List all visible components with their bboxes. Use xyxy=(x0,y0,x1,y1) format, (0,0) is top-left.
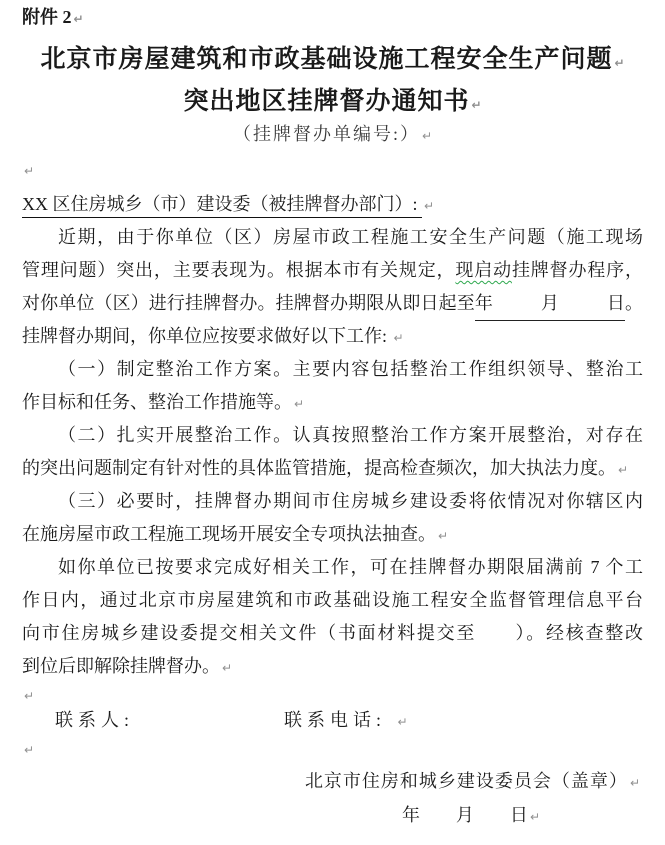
signature-text: 北京市住房和城乡建设委员会（盖章） xyxy=(304,771,628,791)
paragraph2-line2 xyxy=(22,386,643,419)
empty-paragraph xyxy=(22,158,34,184)
paragraph1-line4 xyxy=(22,320,643,353)
paragraph4-line2 xyxy=(22,518,643,551)
paragraph2-line1: （一）制定整治工作方案。主要内容包括整治工作组织领导、整治工 xyxy=(58,359,643,379)
paragraph1-line3-pre: 对你单位（区）进行挂牌督办。挂牌督办期限从即日起至 xyxy=(22,293,475,313)
paragraph5-line1: 如你单位已按要求完成好相关工作，可在挂牌督办期限届满前 7 个工 xyxy=(58,557,643,577)
issuing-authority-signature xyxy=(0,766,640,798)
paragraph-mark-icon: ↵ xyxy=(73,12,84,26)
document-title-line1 xyxy=(0,40,665,83)
paragraph-mark-icon: ↵ xyxy=(24,164,35,178)
recipient-underlined-text: XX 区住房城乡（市）建设委（被挂牌督办部门）: xyxy=(22,194,422,218)
paragraph5-line4 xyxy=(22,650,643,683)
paragraph1-line3 xyxy=(22,287,643,320)
paragraph-mark-icon: ↵ xyxy=(421,129,433,143)
paragraph-mark-icon: ↵ xyxy=(397,715,408,729)
docket-number-subtitle xyxy=(0,120,665,150)
paragraph-mark-icon: ↵ xyxy=(471,98,482,112)
paragraph5-line2: 作日内，通过北京市房屋建筑和市政基础设施工程安全监督管理信息平台 xyxy=(22,590,643,610)
grammar-flagged-text: 现启动 xyxy=(455,260,512,280)
title-line1-text: 北京市房屋建筑和市政基础设施工程安全生产问题 xyxy=(40,46,613,73)
body-text xyxy=(22,221,643,683)
contacts-line xyxy=(55,705,408,737)
paragraph1-line2-post: 挂牌督办程序， xyxy=(511,260,643,280)
paragraph1-line2-pre: 管理问题）突出，主要表现为。根据本市有关规定， xyxy=(22,260,456,280)
empty-paragraph xyxy=(22,738,34,762)
paragraph-mark-icon: ↵ xyxy=(614,56,625,70)
paragraph-mark-icon: ↵ xyxy=(222,661,233,675)
signature-date-line xyxy=(0,800,540,832)
paragraph-mark-icon: ↵ xyxy=(618,463,629,477)
paragraph-mark-icon: ↵ xyxy=(629,776,640,790)
paragraph5-line4-text: 到位后即解除挂牌督办。 xyxy=(22,656,220,676)
paragraph-mark-icon: ↵ xyxy=(393,331,404,345)
paragraph1-line4-text: 挂牌督办期间，你单位应按要求做好以下工作: xyxy=(22,326,392,346)
recipient-line xyxy=(22,190,434,220)
paragraph1-line1: 近期，由于你单位（区）房屋市政工程施工安全生产问题（施工现场 xyxy=(58,227,643,247)
deadline-date-blank-field: 年 月 日 xyxy=(475,287,625,321)
attachment-label xyxy=(22,4,84,32)
title-line2-text: 突出地区挂牌督办通知书 xyxy=(183,88,470,115)
paragraph3-line2 xyxy=(22,452,643,485)
paragraph3-line2-text: 的突出问题制定有针对性的具体监管措施，提高检查频次，加大执法力度。 xyxy=(22,458,616,478)
paragraph4-line1: （三）必要时，挂牌督办期间市住房城乡建设委将依情况对你辖区内 xyxy=(58,491,643,511)
paragraph1-line2 xyxy=(22,254,643,287)
paragraph-mark-icon: ↵ xyxy=(24,689,35,703)
paragraph3-line1: （二）扎实开展整治工作。认真按照整治工作方案开展整治，对存在 xyxy=(58,425,643,445)
contact-phone-label: 联系电话: xyxy=(284,710,396,730)
paragraph-mark-icon: ↵ xyxy=(424,199,435,213)
attachment-label-text: 附件 2 xyxy=(22,7,72,27)
paragraph1-line3-post: 。 xyxy=(624,293,644,313)
paragraph4-line2-text: 在施房屋市政工程施工现场开展安全专项执法抽查。 xyxy=(22,524,436,544)
paragraph-mark-icon: ↵ xyxy=(529,810,540,824)
paragraph-mark-icon: ↵ xyxy=(438,529,449,543)
paragraph2-line2-text: 作目标和任务、整治工作措施等。 xyxy=(22,392,292,412)
document-title-line2 xyxy=(0,82,665,125)
empty-paragraph xyxy=(22,684,34,708)
paragraph5-line3: 向市住房城乡建设委提交相关文件（书面材料提交至 ）。经核查整改 xyxy=(22,623,643,643)
paragraph-mark-icon: ↵ xyxy=(294,397,305,411)
contact-person-label: 联系人: xyxy=(55,710,135,730)
date-line-text: 年 月 日 xyxy=(401,805,528,825)
subtitle-text: （挂牌督办单编号:） xyxy=(232,124,420,144)
paragraph-mark-icon: ↵ xyxy=(24,743,35,757)
